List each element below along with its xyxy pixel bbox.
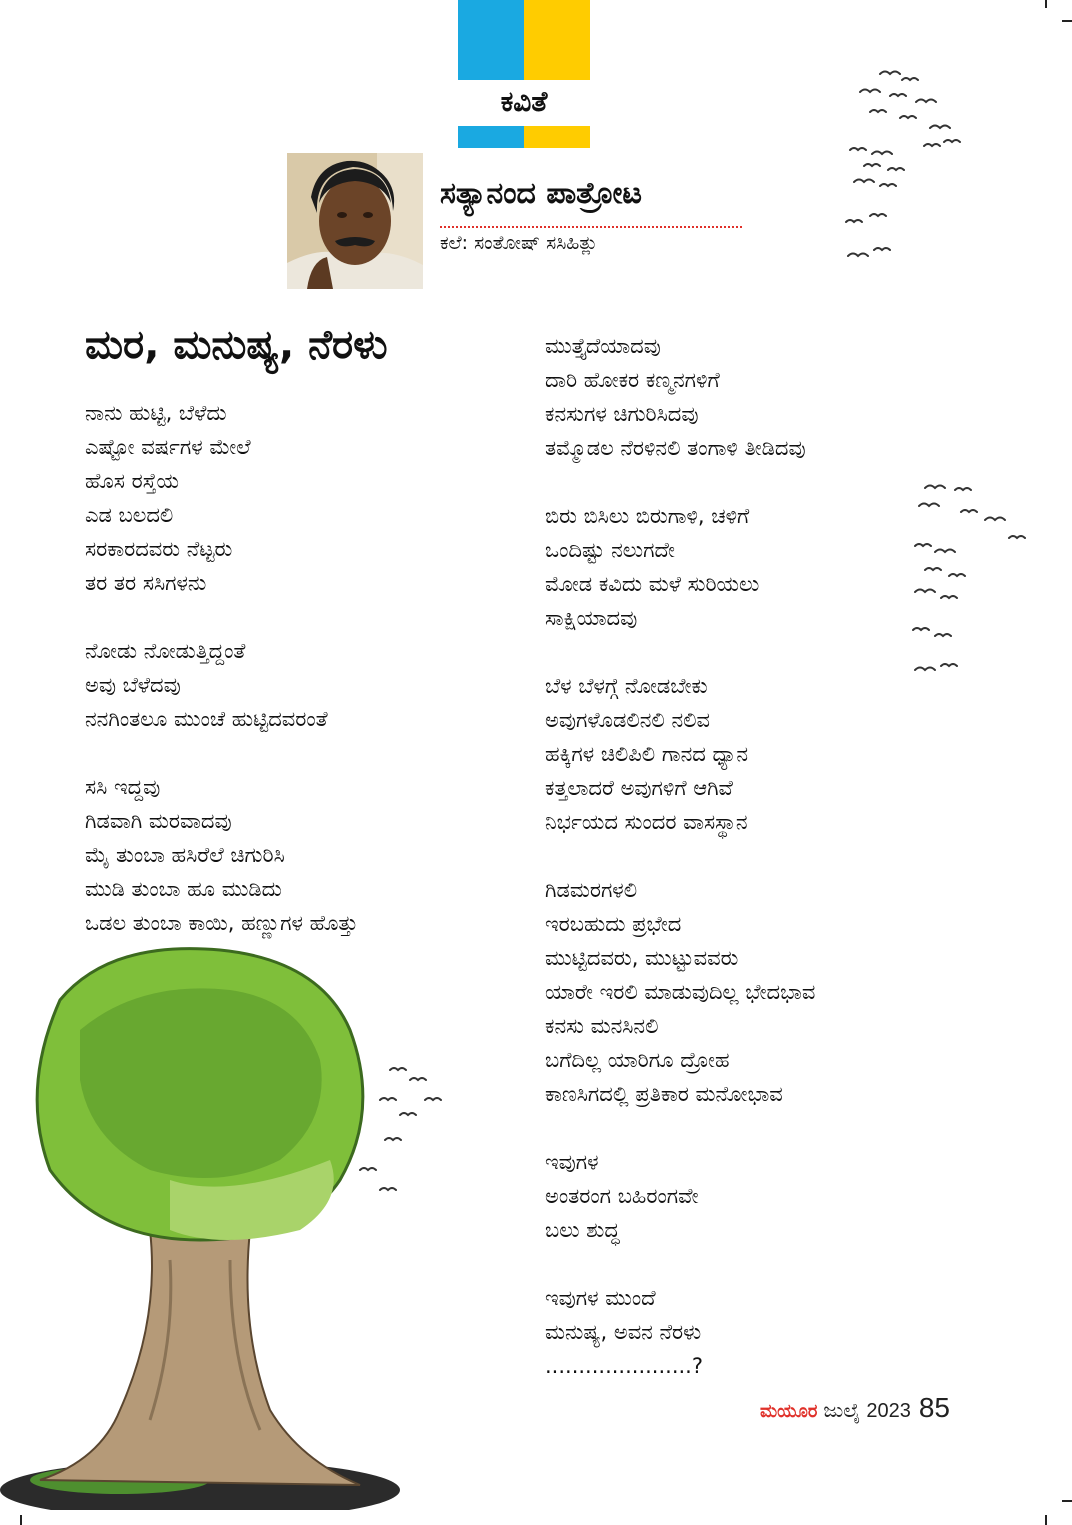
section-color-block-blue xyxy=(458,0,524,80)
poem-line: ಕನಸುಗಳ ಚಿಗುರಿಸಿದವು xyxy=(545,402,699,426)
section-color-block-yellow xyxy=(524,0,590,80)
poem-line: ಅವು ಬೆಳೆದವು xyxy=(85,673,181,697)
poem-line: ಕನಸು ಮನಸಿನಲಿ xyxy=(545,1014,659,1038)
page-footer xyxy=(760,1392,950,1424)
poem-line: ಬಿರು ಬಿಸಿಲು ಬಿರುಗಾಳಿ, ಚಳಿಗೆ xyxy=(545,504,750,528)
poem-line: ಒಂದಿಷ್ಟು ನಲುಗದೇ xyxy=(545,538,675,562)
poem-line: ಮನುಷ್ಯ, ಅವನ ನೆರಳು xyxy=(545,1320,702,1344)
magazine-name: ಮಯೂರ xyxy=(760,1401,818,1421)
poem-line: ಸಸಿ ಇದ್ದವು xyxy=(85,775,161,799)
stanza-gap xyxy=(545,465,925,499)
poem-line: ಎಡ ಬಲದಲಿ xyxy=(85,503,174,527)
poem-line: ಇವುಗಳ ಮುಂದೆ xyxy=(545,1286,656,1310)
poem-line: ದಾರಿ ಹೋಕರ ಕಣ್ಮನಗಳಿಗೆ xyxy=(545,368,720,392)
poem-line: ನನಗಿಂತಲೂ ಮುಂಚೆ ಹುಟ್ಟಿದವರಂತೆ xyxy=(85,707,328,731)
stanza-gap xyxy=(545,635,925,669)
poem-line: ಸರಕಾರದವರು ನೆಟ್ಟರು xyxy=(85,537,233,561)
dotted-divider xyxy=(440,226,742,228)
poem-line: ಇವುಗಳ xyxy=(545,1150,599,1174)
author-name: ಸತ್ಯಾನಂದ ಪಾತ್ರೋಟ xyxy=(440,176,642,211)
poem-line: ಸಾಕ್ಷಿಯಾದವು xyxy=(545,606,638,630)
crop-mark xyxy=(1062,20,1072,22)
issue-year: 2023 xyxy=(866,1400,911,1422)
poem-line: ಕಾಣಸಿಗದಲ್ಲಿ ಪ್ರತಿಕಾರ ಮನೋಭಾವ xyxy=(545,1082,783,1106)
poem-column-right xyxy=(545,329,925,1383)
crop-mark xyxy=(1045,0,1047,8)
poem-line: ಒಡಲ ತುಂಬಾ ಕಾಯಿ, ಹಣ್ಣುಗಳ ಹೊತ್ತು xyxy=(85,911,358,935)
crop-mark xyxy=(1045,1515,1047,1525)
poem-line: ಅಂತರಂಗ ಬಹಿರಂಗವೇ xyxy=(545,1184,699,1208)
stanza-gap xyxy=(545,1247,925,1281)
stanza-gap xyxy=(545,839,925,873)
poem-line: ನಿರ್ಭಯದ ಸುಂದರ ವಾಸಸ್ಥಾನ xyxy=(545,810,748,834)
poem-line: ಮೋಡ ಕವಿದು ಮಳೆ ಸುರಿಯಲು xyxy=(545,572,760,596)
section-color-bar-yellow xyxy=(524,126,590,148)
crop-mark xyxy=(20,1515,22,1525)
poem-line: ಯಾರೇ ಇರಲಿ ಮಾಡುವುದಿಲ್ಲ ಭೇದಭಾವ xyxy=(545,980,816,1004)
stanza-gap xyxy=(85,736,505,770)
stanza-gap xyxy=(545,1111,925,1145)
poem-line: ನೋಡು ನೋಡುತ್ತಿದ್ದಂತೆ xyxy=(85,639,246,663)
issue-month: ಜುಲೈ xyxy=(823,1400,861,1422)
poem-line: ಮುಡಿ ತುಂಬಾ ಹೂ ಮುಡಿದು xyxy=(85,877,282,901)
poem-line: ಕತ್ತಲಾದರೆ ಅವುಗಳಿಗೆ ಆಗಿವೆ xyxy=(545,776,733,800)
crop-mark xyxy=(1062,1500,1072,1502)
poem-line: ಅವುಗಳೊಡಲಿನಲಿ ನಲಿವ xyxy=(545,708,710,732)
poem-line: ಮೈ ತುಂಬಾ ಹಸಿರೆಲೆ ಚಿಗುರಿಸಿ xyxy=(85,843,285,867)
section-header xyxy=(458,0,590,150)
poem-line: ಹೊಸ ರಸ್ತೆಯ xyxy=(85,469,179,493)
poem-line: ತಮ್ಮೊಡಲ ನೆರಳಿನಲಿ ತಂಗಾಳಿ ತೀಡಿದವು xyxy=(545,436,806,460)
poem-line: ಬಗೆದಿಲ್ಲ ಯಾರಿಗೂ ದ್ರೋಹ xyxy=(545,1048,730,1072)
tree-illustration xyxy=(0,940,470,1510)
section-label: ಕವಿತೆ xyxy=(500,85,548,118)
poem-line: ......................? xyxy=(545,1354,704,1378)
poem-line: ತರ ತರ ಸಸಿಗಳನು xyxy=(85,571,207,595)
poem-title: ಮರ, ಮನುಷ್ಯ, ನೆರಳು xyxy=(85,322,388,368)
poem-line: ಹಕ್ಕಿಗಳ ಚಿಲಿಪಿಲಿ ಗಾನದ ಧ್ಯಾನ xyxy=(545,742,749,766)
poem-line: ಗಿಡಮರಗಳಲಿ xyxy=(545,878,638,902)
poem-line: ನಾನು ಹುಟ್ಟಿ, ಬೆಳೆದು xyxy=(85,401,227,425)
poem-line: ಎಷ್ಟೋ ವರ್ಷಗಳ ಮೇಲೆ xyxy=(85,435,251,459)
poem-line: ಬಲು ಶುದ್ಧ xyxy=(545,1218,620,1242)
poem-line: ಇರಬಹುದು ಪ್ರಭೇದ xyxy=(545,912,682,936)
section-color-bar-blue xyxy=(458,126,524,148)
poem-line: ಗಿಡವಾಗಿ ಮರವಾದವು xyxy=(85,809,232,833)
poem-line: ಮುಟ್ಟಿದವರು, ಮುಟ್ಟುವವರು xyxy=(545,946,739,970)
poem-line: ಬೆಳ ಬೆಳಗ್ಗೆ ನೋಡಬೇಕು xyxy=(545,674,708,698)
poem-column-left xyxy=(85,396,505,940)
birds-illustration xyxy=(840,66,970,276)
stanza-gap xyxy=(85,600,505,634)
page-number: 85 xyxy=(918,1392,950,1423)
author-photo xyxy=(287,153,423,289)
poem-line: ಮುತ್ತೈದೆಯಾದವು xyxy=(545,334,661,358)
art-credit: ಕಲೆ: ಸಂತೋಷ್ ಸಸಿಹಿತ್ಲು xyxy=(440,232,598,254)
